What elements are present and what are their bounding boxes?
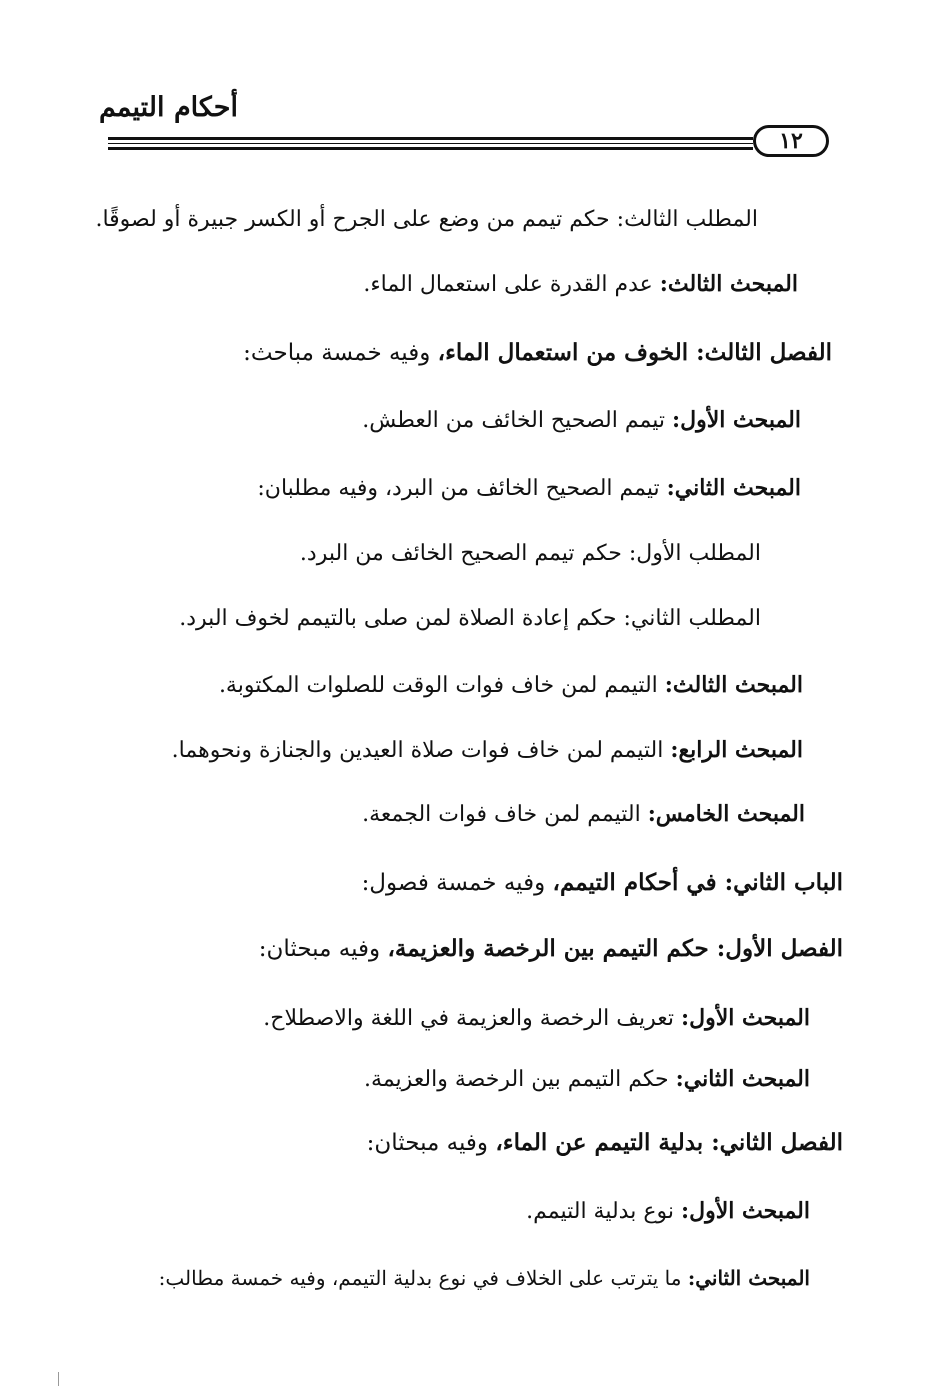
toc-line-label: المبحث الخامس: <box>647 801 805 827</box>
toc-line-text: ما يترتب على الخلاف في نوع بدلية التيمم، وفيه خمسة مطالب: <box>158 1266 688 1290</box>
toc-line <box>364 1063 810 1096</box>
toc-line-label: المبحث الأول: <box>671 407 801 433</box>
toc-line <box>179 603 761 635</box>
toc-line <box>300 538 761 570</box>
toc-line-text: حكم إعادة الصلاة لمن صلى بالتيمم لخوف البرد. <box>179 606 624 631</box>
toc-line-text: نوع بدلية التيمم. <box>526 1199 681 1224</box>
toc-line-label: الفصل الأول: <box>716 935 843 962</box>
toc-line-label: المطلب الأول: <box>628 541 761 566</box>
toc-line <box>263 1002 810 1035</box>
toc-line <box>526 1195 810 1228</box>
toc-line-bold-part: حكم التيمم بين الرخصة والعزيمة، <box>387 935 717 962</box>
header-rule <box>108 137 753 140</box>
toc-line-bold-part: في أحكام التيمم، <box>552 869 725 896</box>
toc-line-bold-part: الخوف من استعمال الماء، <box>437 339 697 366</box>
toc-line <box>362 798 805 831</box>
toc-line-label: المبحث الثالث: <box>659 271 798 297</box>
toc-line-text: حكم تيمم من وضع على الجرح أو الكسر جبيرة أو لصوقًا. <box>95 207 617 232</box>
toc-line-label: المبحث الرابع: <box>670 737 803 763</box>
toc-line <box>159 1262 810 1294</box>
header-rule <box>108 147 753 150</box>
toc-line-label: المبحث الأول: <box>680 1198 810 1224</box>
toc-line-label: المبحث الثاني: <box>666 475 801 501</box>
toc-line-text: تيمم الصحيح الخائف من البرد، وفيه مطلبان: <box>257 476 667 501</box>
toc-line-label: المبحث الثاني: <box>675 1066 810 1092</box>
toc-line <box>172 734 803 767</box>
toc-line-label: المبحث الأول: <box>680 1005 810 1031</box>
toc-line-bold-part: بدلية التيمم عن الماء، <box>495 1129 712 1156</box>
toc-line-label: المبحث الثالث: <box>664 672 803 698</box>
toc-line-text: حكم تيمم الصحيح الخائف من البرد. <box>299 541 629 566</box>
toc-line-text: وفيه مبحثان: <box>258 936 388 962</box>
toc-line <box>363 268 798 301</box>
header-rule <box>108 143 753 144</box>
toc-line-text: التيمم لمن خاف فوات صلاة العيدين والجنازة ونحوهما. <box>171 738 671 763</box>
running-head-title: أحكام التيمم <box>98 92 238 123</box>
toc-line-label: المطلب الثاني: <box>623 606 761 631</box>
toc-line-label: المبحث الثاني: <box>687 1266 810 1290</box>
toc-line <box>367 1127 843 1159</box>
page-number: ١٢ <box>753 125 829 157</box>
toc-line-label: الباب الثاني: <box>724 869 843 896</box>
toc-line-text: وفيه خمسة فصول: <box>361 870 553 896</box>
toc-line-text: وفيه مبحثان: <box>366 1130 496 1156</box>
toc-line-text: وفيه خمسة مباحث: <box>243 340 438 366</box>
toc-line <box>362 867 843 899</box>
toc-line <box>95 204 758 236</box>
toc-line <box>219 669 803 702</box>
toc-line-text: التيمم لمن خاف فوات الجمعة. <box>362 802 648 827</box>
toc-line-text: تيمم الصحيح الخائف من العطش. <box>362 408 672 433</box>
toc-line-text: التيمم لمن خاف فوات الوقت للصلوات المكتوبة. <box>218 673 665 698</box>
toc-line-text: تعريف الرخصة والعزيمة في اللغة والاصطلاح. <box>263 1006 681 1031</box>
scan-margin-mark <box>58 1372 59 1386</box>
toc-line-text: عدم القدرة على استعمال الماء. <box>363 272 660 297</box>
toc-line-label: الفصل الثالث: <box>696 339 832 366</box>
toc-line <box>259 933 843 965</box>
toc-line <box>362 404 801 437</box>
toc-line <box>257 472 801 505</box>
toc-line-label: المطلب الثالث: <box>616 207 758 232</box>
toc-line-label: الفصل الثاني: <box>711 1129 843 1156</box>
toc-line-text: حكم التيمم بين الرخصة والعزيمة. <box>364 1067 676 1092</box>
toc-line <box>243 337 832 369</box>
